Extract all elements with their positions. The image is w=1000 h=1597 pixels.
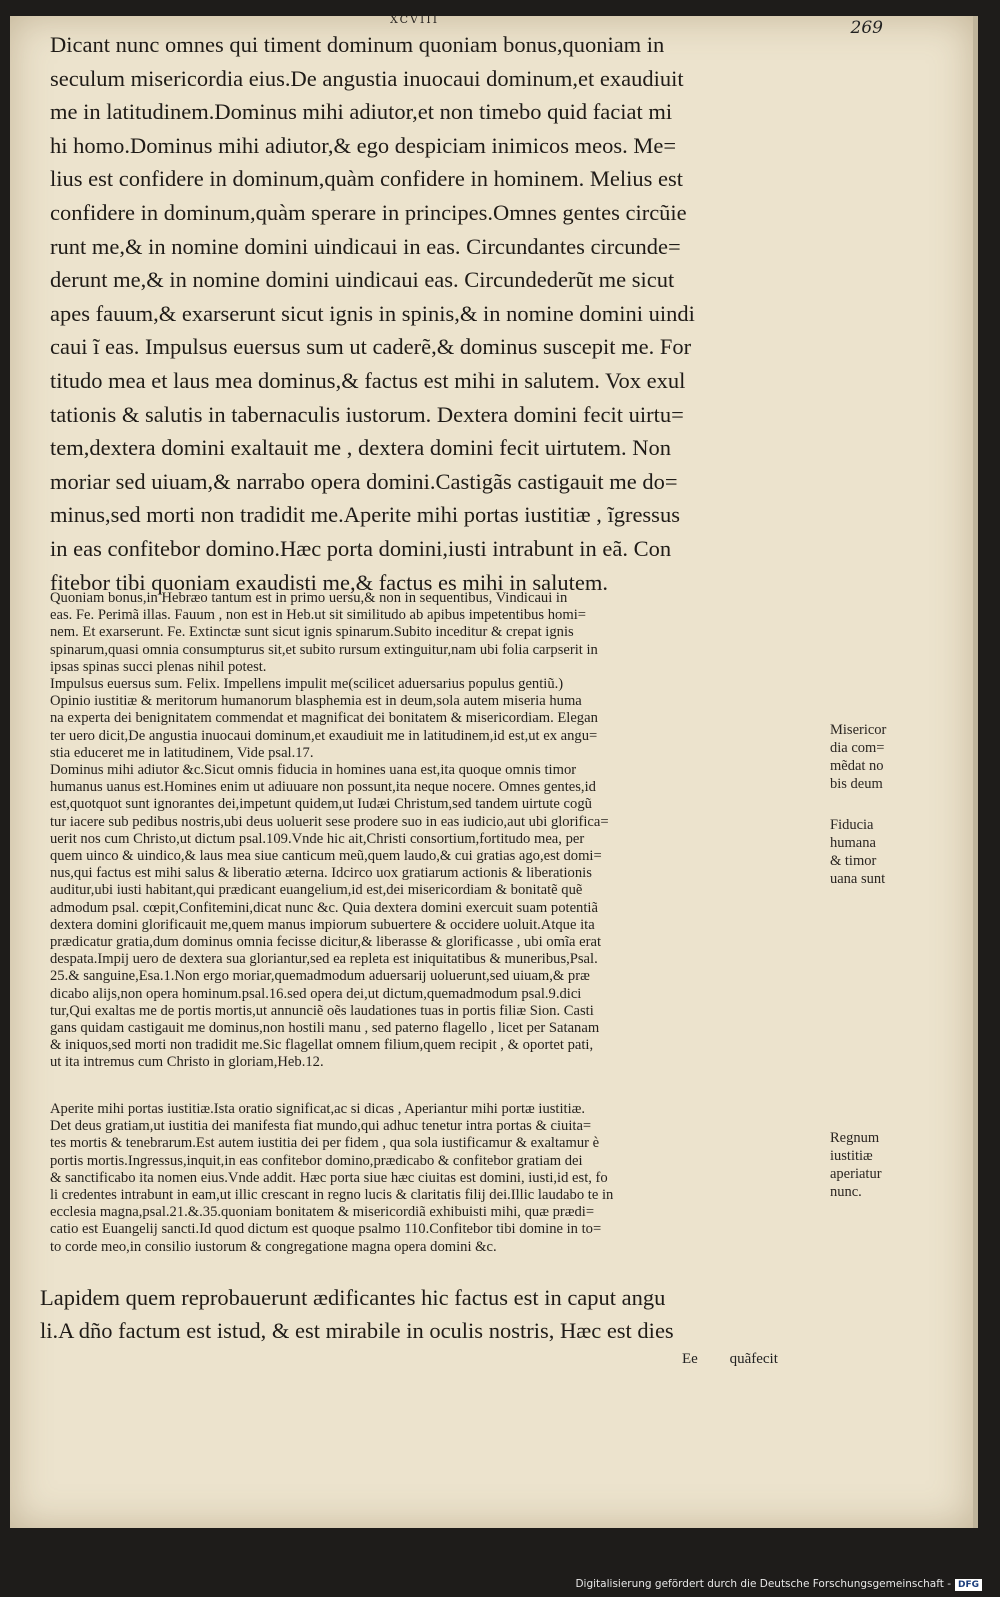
text-line: seculum misericordia eius.De angustia inuocaui dominum,et exaudiuit	[50, 65, 684, 91]
text-line: Lapidem quem reprobauerunt ædificantes hic factus est in caput angu	[40, 1285, 666, 1310]
margin-note-line: uana sunt	[830, 871, 886, 887]
comment-line: na experta dei benignitatem commendat et magnificat dei bonitatem & misericordiam. Elegan	[50, 710, 598, 727]
margin-note-1	[830, 721, 930, 793]
comment-line: Impulsus euersus sum. Felix. Impellens impulit me(scilicet aduersarius populus gentiũ.)	[50, 676, 564, 693]
text-line: minus,sed morti non tradidit me.Aperite mihi portas iustitiæ , ĩgressus	[50, 502, 680, 528]
margin-note-2	[830, 816, 930, 888]
comment-line: eas. Fe. Perimã illas. Fauum , non est in Heb.ut sit similitudo ab apibus impetentibus homi=	[50, 607, 586, 624]
text-line: hi homo.Dominus mihi adiutor,& ego despiciam inimicos meos. Me=	[50, 132, 677, 158]
text-line: tationis & salutis in tabernaculis iustorum. Dextera domini fecit uirtu=	[50, 401, 684, 427]
comment-line: Opinio iustitiæ & meritorum humanorum blasphemia est in deum,sola autem miseria huma	[50, 693, 582, 710]
comment-line: auditur,ubi iusti habitant,qui prædicant euangelium,id est,dei misericordiam & bonitatẽ quẽ	[50, 882, 583, 899]
comment-line: ut ita intremus cum Christo in gloriam,Heb.12.	[50, 1054, 324, 1071]
comment-line: ecclesia magna,psal.21.&.35.quoniam bonitatem & misericordiã exhibuisti mihi, quæ prædi=	[50, 1204, 595, 1221]
dfg-logo: DFG	[955, 1579, 982, 1591]
main-text-block	[50, 28, 850, 599]
comment-line: spinarum,quasi omnia consumpturus sit,et subito rursum extinguitur,nam ubi folia carpserit in	[50, 641, 598, 658]
margin-note-line: Regnum	[830, 1130, 880, 1146]
catchwords	[682, 1351, 806, 1368]
signature-mark: Ee	[682, 1351, 698, 1367]
comment-line: quem uinco & uindico,& laus mea siue canticum meũ,quem laudo,& cui gratias ago,est domi=	[50, 848, 602, 865]
comment-line: tur iacere sub pedibus nostris,ubi deus uoluerit sese prodere suo in eas iudicio,aut ubi glorifica=	[50, 813, 609, 830]
running-head: XCVIII	[390, 16, 440, 24]
comment-line: stia educeret me in latitudinem, Vide psal.17.	[50, 744, 314, 761]
comment-line: Aperite mihi portas iustitiæ.Ista oratio significat,ac si dicas , Aperiantur mihi portæ iustitiæ.	[50, 1101, 586, 1117]
text-line: confidere in dominum,quàm sperare in principes.Omnes gentes circũie	[50, 199, 687, 225]
text-line: titudo mea et laus mea dominus,& factus est mihi in salutem. Vox exul	[50, 367, 686, 393]
digitization-credit	[575, 1578, 982, 1591]
comment-line: admodum psal. cœpit,Confitemini,dicat nunc &c. Quia dextera domini exercuit suam potentiã	[50, 899, 598, 916]
comment-line: catio est Euangelij sancti.Id quod dictum est quoque psalmo 110.Confitebor tibi domine in to=	[50, 1221, 602, 1238]
margin-note-line: aperiatur	[830, 1166, 882, 1182]
text-line: me in latitudinem.Dominus mihi adiutor,et non timebo quid faciat mi	[50, 99, 673, 125]
commentary-block-2	[50, 1101, 820, 1256]
comment-line: & iniquos,sed morti non tradidit me.Sic flagellat omnem filium,quem recipit , & oportet pati,	[50, 1037, 594, 1054]
comment-line: Quoniam bonus,in Hebræo tantum est in primo uersu,& non in sequentibus, Vindicaui in	[50, 590, 568, 606]
book-page	[10, 16, 973, 1528]
comment-line: tur,Qui exaltas me de portis mortis,ut annunciẽ oẽs laudationes tuas in portis filiæ Sion. Casti	[50, 1002, 594, 1019]
comment-line: nus,qui factus est mihi salus & liberatio æterna. Idcirco uox gratiarum actionis & liberationis	[50, 865, 592, 882]
margin-note-line: & timor	[830, 853, 877, 869]
catchword: quãfecit	[729, 1351, 778, 1367]
credit-text: Digitalisierung gefördert durch die Deutsche Forschungsgemeinschaft -	[575, 1578, 951, 1590]
comment-line: dicabo alijs,non opera hominum.psal.16.sed opera dei,ut dictum,quemadmodum psal.9.dici	[50, 985, 582, 1002]
text-line: derunt me,& in nomine domini uindicaui eas. Circundederũt me sicut	[50, 267, 675, 293]
margin-note-line: iustitiæ	[830, 1148, 873, 1164]
text-line: li.A dño factum est istud, & est mirabile in oculis nostris, Hæc est dies	[40, 1318, 674, 1343]
comment-line: gans quidam castigauit me dominus,non hostili manu , sed paterno flagello , licet per Satanam	[50, 1020, 600, 1037]
comment-line: li credentes intrabunt in eam,ut illic crescant in regno lucis & claritatis filij dei.Illic laudabo te in	[50, 1187, 614, 1204]
margin-note-line: Fiducia	[830, 817, 874, 833]
main-text-block-2	[40, 1281, 840, 1347]
comment-line: despata.Impij uero de dextera sua gloriantur,sed ea repleta est iniquitatibus & muneribus,Psal.	[50, 951, 598, 968]
text-line: moriar sed uiuam,& narrabo opera domini.Castigãs castigauit me do=	[50, 468, 678, 494]
margin-note-3	[830, 1129, 930, 1201]
text-line: in eas confitebor domino.Hæc porta domini,iusti intrabunt in eã. Con	[50, 535, 672, 561]
comment-line: uerit nos cum Christo,ut dictum psal.109.Vnde hic ait,Christi consortium,fortitudo mea, per	[50, 830, 585, 847]
text-line: caui ĩ eas. Impulsus euersus sum ut caderẽ,& dominus suscepit me. For	[50, 334, 692, 360]
comment-line: 25.& sanguine,Esa.1.Non ergo moriar,quemadmodum aduersarij uoluerunt,sed uiuam,& præ	[50, 968, 590, 985]
margin-note-line: dia com=	[830, 740, 885, 756]
text-line: runt me,& in nomine domini uindicaui in eas. Circundantes circunde=	[50, 233, 681, 259]
margin-note-line: humana	[830, 835, 876, 851]
folio-number: 269	[850, 18, 883, 38]
comment-line: est,quotquot sunt ignorantes dei,impetunt quidem,ut Iudæi Christum,sed tandem uirtute cogũ	[50, 796, 592, 813]
comment-line: & sanctificabo ita nomen eius.Vnde addit. Hæc porta siue hæc ciuitas est domini, iusti,id est, fo	[50, 1169, 608, 1186]
page-edge	[973, 16, 978, 1528]
comment-line: portis mortis.Ingressus,inquit,in eas confitebor domino,prædicabo & confitebor gratiam dei	[50, 1152, 583, 1169]
comment-line: Dominus mihi adiutor &c.Sicut omnis fiducia in homines uana est,ita quoque omnis timor	[50, 762, 577, 779]
margin-note-line: mẽdat no	[830, 758, 884, 774]
margin-note-line: Misericor	[830, 722, 887, 738]
comment-line: tes mortis & tenebrarum.Est autem iustitia dei per fidem , qua sola iustificamur & exaltamur è	[50, 1135, 600, 1152]
comment-line: humanus uanus est.Homines enim ut adiuuare non possunt,ita neque nocere. Omnes gentes,id	[50, 779, 596, 796]
text-line: lius est confidere in dominum,quàm confidere in hominem. Melius est	[50, 166, 683, 192]
commentary-block-1	[50, 590, 820, 1072]
text-line: tem,dextera domini exaltauit me , dextera domini fecit uirtutem. Non	[50, 435, 672, 461]
margin-note-line: nunc.	[830, 1184, 862, 1200]
comment-line: nem. Et exarserunt. Fe. Extinctæ sunt sicut ignis spinarum.Subito inceditur & crepat ignis	[50, 624, 574, 641]
comment-line: ipsas spinas succi plenas nihil potest.	[50, 658, 267, 675]
comment-line: ter uero dicit,De angustia inuocaui dominum,et exaudiuit me in latitudinem,id est,ut ex angu=	[50, 727, 598, 744]
margin-note-line: bis deum	[830, 776, 883, 792]
comment-line: Det deus gratiam,ut iustitia dei manifesta fiat mundo,qui adhuc tenetur intra portas & ciuita=	[50, 1118, 592, 1135]
comment-line: to corde meo,in consilio iustorum & congregatione magna opera domini &c.	[50, 1238, 497, 1255]
text-line: apes fauum,& exarserunt sicut ignis in spinis,& in nomine domini uindi	[50, 300, 695, 326]
comment-line: prædicatur gratia,dum dominus omnia fecisse dicitur,& liberasse & glorificasse , ubi omĩa erat	[50, 934, 601, 951]
text-line: Dicant nunc omnes qui timent dominum quoniam bonus,quoniam in	[50, 32, 665, 57]
text-line: fitebor tibi quoniam exaudisti me,& factus es mihi in salutem.	[50, 569, 609, 595]
comment-line: dextera domini glorificauit me,quem manus impiorum subuertere & occidere uoluit.Atque ita	[50, 916, 595, 933]
